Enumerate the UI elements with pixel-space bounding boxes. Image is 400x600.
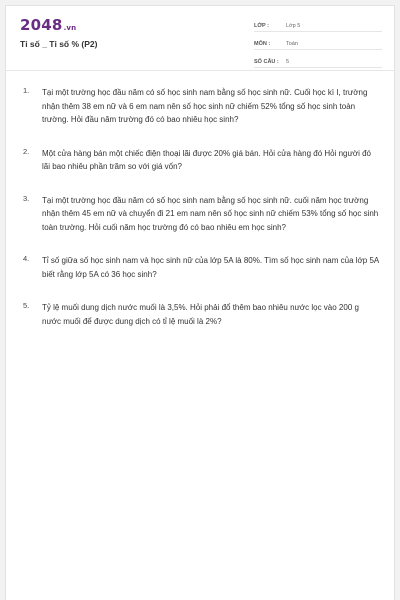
question-number: 3. <box>23 193 30 203</box>
question-text: Tỉ số giữa số học sinh nam và học sinh nữ của lớp 5A là 80%. Tìm số học sinh nam của lớp 5A biết rằng lớp 5A có 36 học sinh? <box>42 256 379 279</box>
logo-domain: .vn <box>63 24 77 32</box>
question-number: 5. <box>23 301 30 310</box>
question-text: Tại một trường học đầu năm có số học sinh nam bằng số học sinh nữ. cuối năm học trường nhận thêm 45 em nữ và chuyển đi 21 em nam nên số học sinh nữ chiếm 53% tổng số học sinh toàn trường. Hỏi cuối năm học trường đó có bao nhiêu em học sinh? <box>42 195 379 232</box>
meta-label: MÔN : <box>254 41 271 47</box>
meta-value: Lớp 5 <box>286 23 301 29</box>
question-number: 1. <box>23 86 30 95</box>
meta-label: SỐ CÂU : <box>254 59 279 65</box>
question-text: Tại một trường học đầu năm có số học sinh nam bằng số học sinh nữ. Cuối học kì I, trường nhận thêm 38 em nữ và 6 em nam nên số học sinh nữ chiếm 52% tổng số học sinh toàn trường. Hỏi đầu năm trường đó có bao nhiêu học sinh? <box>42 88 368 124</box>
question-item <box>20 147 380 174</box>
logo-text: 2048 <box>20 16 63 34</box>
question-text: Một cửa hàng bán một chiếc điện thoại lãi được 20% giá bán. Hỏi cửa hàng đó Hỏi người đó lãi bao nhiêu phần trăm so với giá vốn? <box>42 148 371 171</box>
question-number: 4. <box>23 254 30 263</box>
question-number: 2. <box>23 146 30 156</box>
meta-row-question-count <box>254 53 382 68</box>
question-item <box>20 254 380 281</box>
meta-value: Toán <box>286 41 298 47</box>
worksheet-page <box>5 5 395 600</box>
question-item <box>20 86 380 127</box>
worksheet-title: Tỉ số _ Tỉ số % (P2) <box>20 39 98 49</box>
question-text: Tỷ lệ muối dung dịch nước muối là 3,5%. Hỏi phải đổ thêm bao nhiêu nước lọc vào 200 g nước muối để được dung dịch có tỉ lệ muối là 2%? <box>42 303 359 326</box>
meta-label: LỚP : <box>254 23 269 29</box>
question-list <box>20 86 380 348</box>
meta-value: 5 <box>286 59 290 65</box>
site-logo[interactable] <box>20 16 76 34</box>
worksheet-meta <box>254 17 382 71</box>
question-item <box>20 301 380 328</box>
meta-row-subject <box>254 35 382 50</box>
meta-row-class <box>254 17 382 32</box>
worksheet-header <box>6 6 394 71</box>
question-item <box>20 194 380 235</box>
